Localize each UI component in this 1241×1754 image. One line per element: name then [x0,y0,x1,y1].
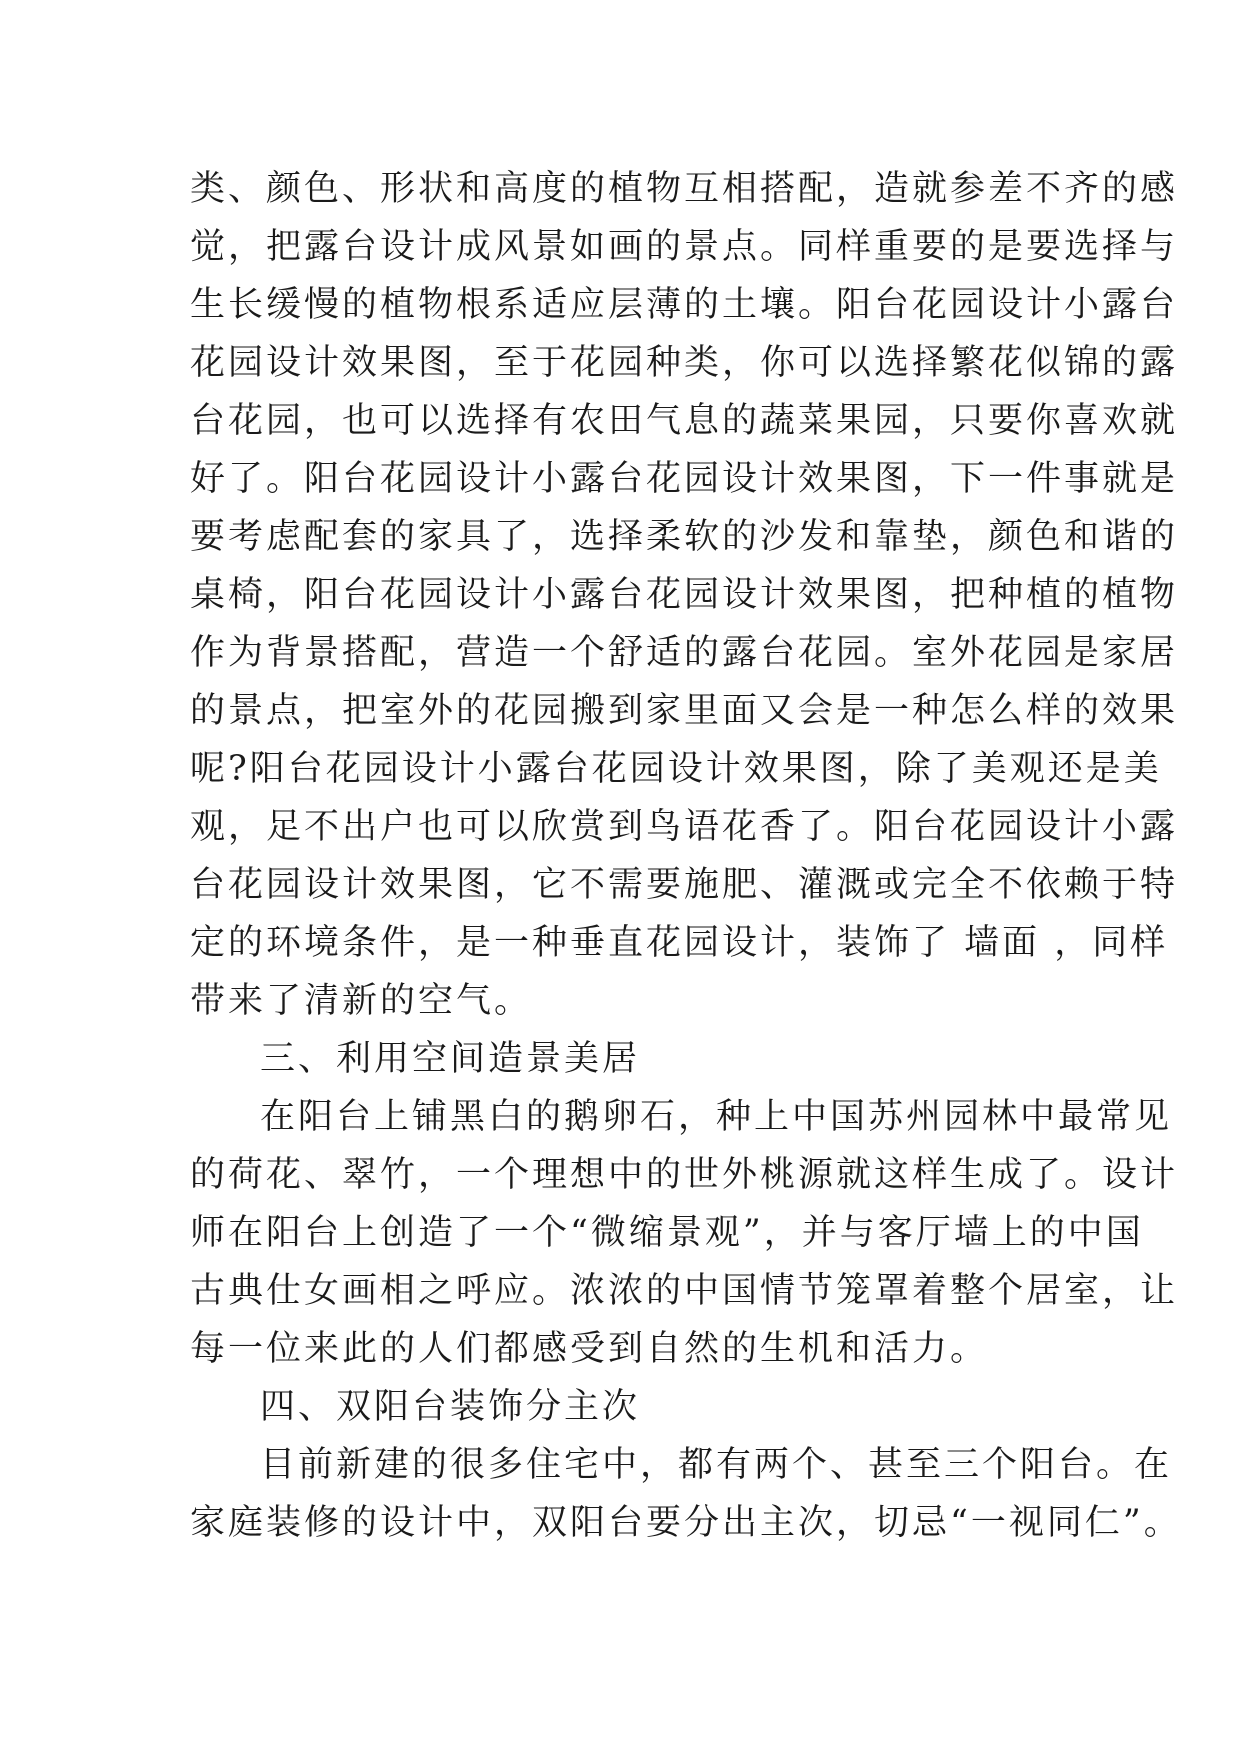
section-heading: 四、双阳台装饰分主次 [260,1387,641,1427]
paragraph-first-line: 在阳台上铺黑白的鹅卵石，种上中国苏州园林中最常见 [260,1097,1173,1137]
text-line: 觉，把露台设计成风景如画的景点。同样重要的是要选择与 [190,227,1179,267]
section-heading: 三、利用空间造景美居 [260,1039,641,1079]
text-line: 要考虑配套的家具了，选择柔软的沙发和靠垫，颜色和谐的 [190,517,1179,557]
text-line: 呢?阳台花园设计小露台花园设计效果图，除了美观还是美 [190,749,1162,789]
text-line: 古典仕女画相之呼应。浓浓的中国情节笼罩着整个居室，让 [190,1271,1179,1311]
text-line: 类、颜色、形状和高度的植物互相搭配，造就参差不齐的感 [190,169,1179,209]
text-line: 桌椅，阳台花园设计小露台花园设计效果图，把种植的植物 [190,575,1179,615]
text-line: 好了。阳台花园设计小露台花园设计效果图，下一件事就是 [190,459,1179,499]
text-line: 生长缓慢的植物根系适应层薄的土壤。阳台花园设计小露台 [190,285,1179,325]
text-line: 家庭装修的设计中，双阳台要分出主次，切忌“一视同仁”。 [190,1503,1182,1543]
text-line: 的景点，把室外的花园搬到家里面又会是一种怎么样的效果 [190,691,1179,731]
text-line: 台花园，也可以选择有农田气息的蔬菜果园，只要你喜欢就 [190,401,1179,441]
text-line: 台花园设计效果图，它不需要施肥、灌溉或完全不依赖于特 [190,865,1179,905]
text-line: 师在阳台上创造了一个“微缩景观”，并与客厅墙上的中国 [190,1213,1144,1253]
paragraph-first-line: 目前新建的很多住宅中，都有两个、甚至三个阳台。在 [260,1445,1173,1485]
text-line: 带来了清新的空气。 [190,981,533,1021]
text-line: 观，足不出户也可以欣赏到鸟语花香了。阳台花园设计小露 [190,807,1179,847]
text-line: 花园设计效果图，至于花园种类，你可以选择繁花似锦的露 [190,343,1179,383]
document-body [190,160,1182,1552]
text-line: 作为背景搭配，营造一个舒适的露台花园。室外花园是家居 [190,633,1179,673]
text-line: 的荷花、翠竹，一个理想中的世外桃源就这样生成了。设计 [190,1155,1179,1195]
text-line: 定的环境条件，是一种垂直花园设计，装饰了 墙面 ，同样 [190,923,1169,963]
text-line: 每一位来此的人们都感受到自然的生机和活力。 [190,1329,989,1369]
